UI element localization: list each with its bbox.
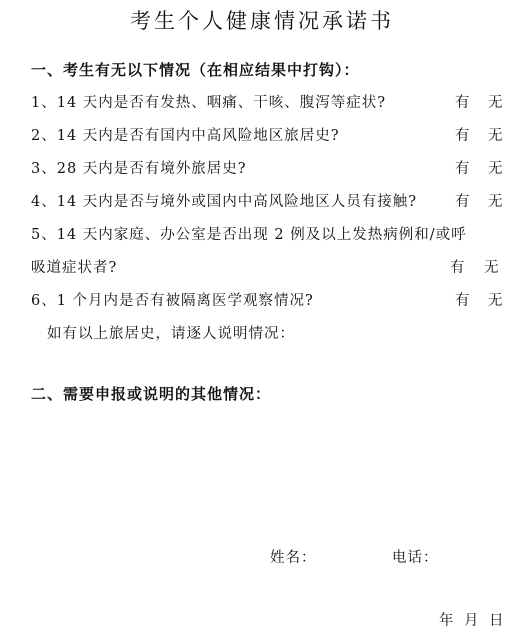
question-5: 5、14 天内家庭、办公室是否出现 2 例及以上发热病例和/或呼 [31,227,467,243]
option-yes-q5[interactable]: 有 [450,260,465,276]
question-3: 3、28 天内是否有境外旅居史? [31,161,247,177]
option-no-q1[interactable]: 无 [488,95,503,111]
date-month: 月 [464,613,480,629]
option-no-q3[interactable]: 无 [488,161,503,177]
option-yes-q1[interactable]: 有 [455,95,470,111]
option-yes-q6[interactable]: 有 [455,293,470,309]
question-6: 6、1 个月内是否有被隔离医学观察情况? [31,293,314,309]
option-no-q6[interactable]: 无 [488,293,503,309]
phone-label: 电话： [392,550,439,566]
option-yes-q3[interactable]: 有 [455,161,470,177]
option-yes-q2[interactable]: 有 [455,128,470,144]
option-no-q4[interactable]: 无 [488,194,503,210]
option-no-q5[interactable]: 无 [484,260,499,276]
date-year: 年 [439,613,455,629]
section-1-heading: 一、考生有无以下情况（在相应结果中打钩）： [31,61,360,79]
question-5-continued: 吸道症状者? [31,260,118,276]
option-yes-q4[interactable]: 有 [455,194,470,210]
document-title: 考生个人健康情况承诺书 [130,9,394,33]
question-2: 2、14 天内是否有国内中高风险地区旅居史? [31,128,340,144]
date-day: 日 [489,613,505,629]
name-label: 姓名： [270,550,317,566]
question-1: 1、14 天内是否有发热、咽痛、干咳、腹泻等症状? [31,95,387,111]
option-no-q2[interactable]: 无 [488,128,503,144]
travel-history-note: 如有以上旅居史，请逐人说明情况： [47,326,295,342]
section-2-heading: 二、需要申报或说明的其他情况： [31,385,272,403]
question-4: 4、14 天内是否与境外或国内中高风险地区人员有接触? [31,194,418,210]
